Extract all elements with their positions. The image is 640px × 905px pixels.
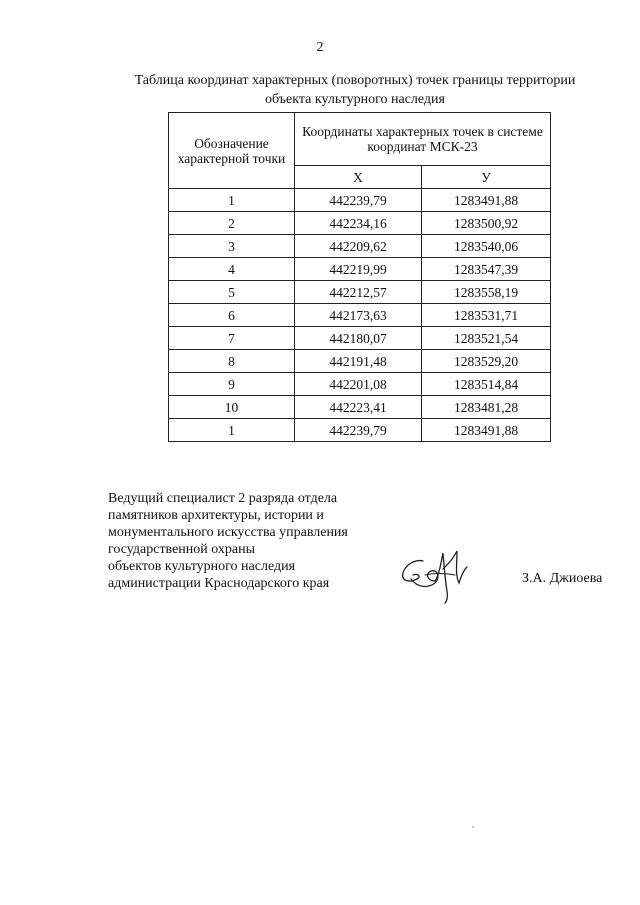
- cell-point: 1: [169, 419, 295, 442]
- cell-y: 1283547,39: [422, 258, 551, 281]
- table-row: [169, 419, 551, 442]
- table-row: [169, 327, 551, 350]
- cell-point: 6: [169, 304, 295, 327]
- cell-x: 442173,63: [295, 304, 422, 327]
- header-x: Х: [295, 166, 422, 189]
- table-row: [169, 304, 551, 327]
- cell-y: 1283521,54: [422, 327, 551, 350]
- handwritten-signature: [397, 545, 471, 605]
- table-row: [169, 189, 551, 212]
- cell-y: 1283540,06: [422, 235, 551, 258]
- position-line: государственной охраны: [108, 542, 256, 557]
- cell-x: 442201,08: [295, 373, 422, 396]
- table-row: [169, 235, 551, 258]
- cell-y: 1283491,88: [422, 419, 551, 442]
- position-line: памятников архитектуры, истории и: [108, 508, 324, 523]
- cell-y: 1283531,71: [422, 304, 551, 327]
- cell-point: 7: [169, 327, 295, 350]
- cell-x: 442180,07: [295, 327, 422, 350]
- cell-point: 5: [169, 281, 295, 304]
- cell-x: 442209,62: [295, 235, 422, 258]
- scan-speck: [472, 826, 474, 828]
- coordinates-table: [168, 112, 551, 442]
- title-line-1: Таблица координат характерных (поворотных) точек границы территории: [134, 73, 576, 88]
- cell-point: 2: [169, 212, 295, 235]
- cell-x: 442239,79: [295, 189, 422, 212]
- page-number: 2: [316, 40, 324, 55]
- cell-point: 3: [169, 235, 295, 258]
- cell-point: 8: [169, 350, 295, 373]
- table-row: [169, 258, 551, 281]
- cell-point: 1: [169, 189, 295, 212]
- cell-y: 1283558,19: [422, 281, 551, 304]
- position-line: монументального искусства управления: [108, 525, 348, 540]
- title-line-2: объекта культурного наследия: [265, 92, 445, 107]
- cell-x: 442219,99: [295, 258, 422, 281]
- header-y: У: [422, 166, 551, 189]
- table-row: [169, 373, 551, 396]
- cell-x: 442212,57: [295, 281, 422, 304]
- header-coordinates: Координаты характерных точек в системе координат МСК-23: [295, 113, 551, 166]
- table-row: [169, 396, 551, 419]
- cell-x: 442239,79: [295, 419, 422, 442]
- document-title: [105, 71, 605, 109]
- cell-x: 442234,16: [295, 212, 422, 235]
- cell-y: 1283491,88: [422, 189, 551, 212]
- cell-y: 1283529,20: [422, 350, 551, 373]
- position-line: администрации Краснодарского края: [108, 576, 330, 591]
- cell-point: 9: [169, 373, 295, 396]
- cell-y: 1283514,84: [422, 373, 551, 396]
- table-row: [169, 350, 551, 373]
- position-line: Ведущий специалист 2 разряда отдела: [108, 491, 338, 506]
- cell-x: 442223,41: [295, 396, 422, 419]
- signer-name: З.А. Джиоева: [522, 571, 603, 586]
- signatory-position: [108, 490, 408, 592]
- cell-point: 4: [169, 258, 295, 281]
- cell-point: 10: [169, 396, 295, 419]
- header-point-designation: Обозначение характерной точки: [169, 113, 295, 189]
- table-row: [169, 281, 551, 304]
- table-row: [169, 212, 551, 235]
- position-line: объектов культурного наследия: [108, 559, 296, 574]
- cell-x: 442191,48: [295, 350, 422, 373]
- cell-y: 1283481,28: [422, 396, 551, 419]
- cell-y: 1283500,92: [422, 212, 551, 235]
